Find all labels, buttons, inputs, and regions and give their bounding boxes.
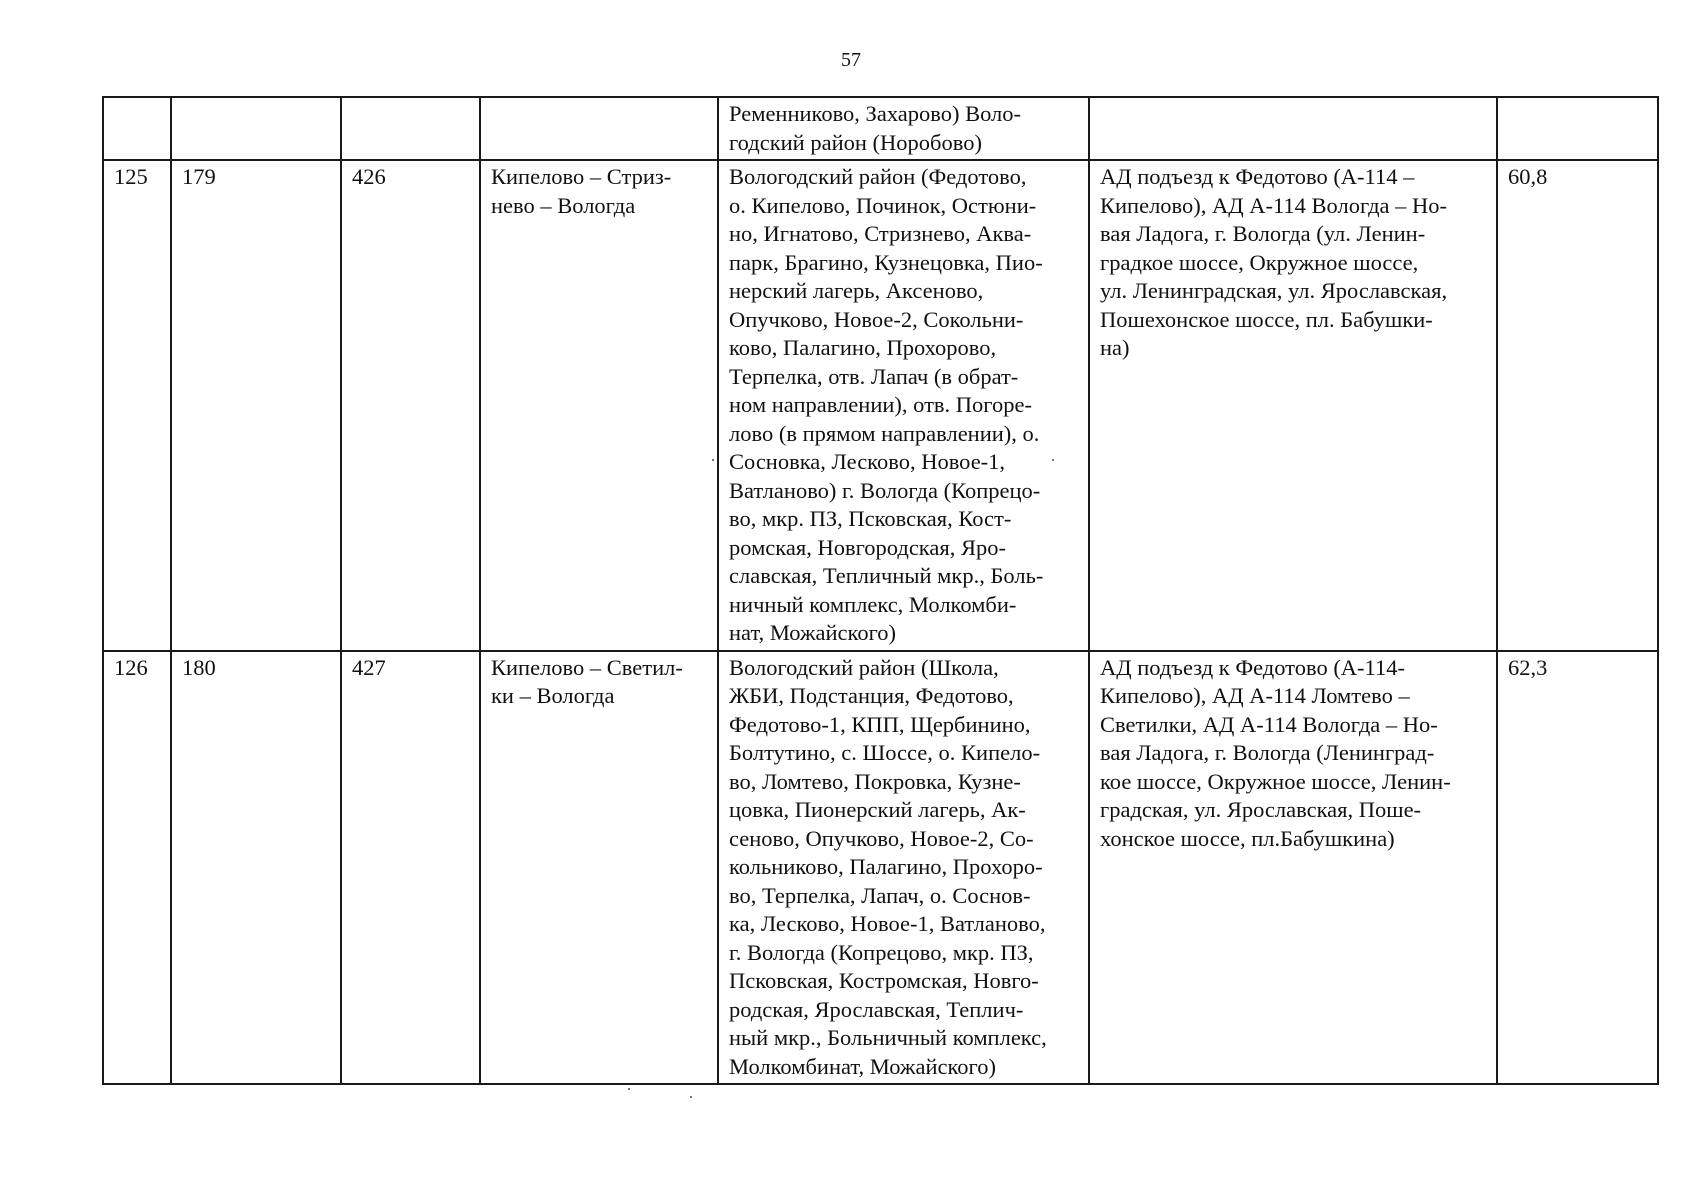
cell-no: 125 <box>103 160 171 651</box>
table-row <box>103 97 1658 160</box>
cell-reg-no: 180 <box>171 651 341 1085</box>
table-row <box>103 160 1658 651</box>
page-number: 57 <box>841 49 861 71</box>
cell-route-name <box>480 97 718 160</box>
cell-route-no: 427 <box>341 651 480 1085</box>
cell-streets: АД подъезд к Федотово (А-114- Кипелово), АД А-114 Ломтево – Светилки, АД А-114 Вологда – Но- вая Ладога, г. Вологда (Ленинград- кое шоссе, Окружное шоссе, Ленин- градская, ул. Ярославская, Поше- хонское шоссе, пл.Бабушкина) <box>1089 651 1497 1085</box>
cell-route-name: Кипелово – Светил- ки – Вологда <box>480 651 718 1085</box>
scan-speck <box>628 1088 630 1090</box>
routes-table <box>102 96 1659 1085</box>
table-row <box>103 651 1658 1085</box>
cell-stops: Вологодский район (Школа, ЖБИ, Подстанция, Федотово, Федотово-1, КПП, Щербинино, Болтутино, с. Шоссе, о. Кипело- во, Ломтево, Покровка, Кузне- цовка, Пионерский лагерь, Ак- сеново, Опучково, Новое-2, Со- кольниково, Палагино, Прохоро- во, Терпелка, Лапач, о. Соснов- ка, Лесково, Новое-1, Ватланово, г. Вологда (Копрецово, мкр. ПЗ, Псковская, Костромская, Новго- родская, Ярославская, Теплич- ный мкр., Больничный комплекс, Молкомбинат, Можайского) <box>718 651 1089 1085</box>
scan-speck <box>690 1096 692 1098</box>
cell-length: 60,8 <box>1497 160 1658 651</box>
scan-speck <box>1052 459 1054 461</box>
cell-reg-no <box>171 97 341 160</box>
scan-speck <box>712 459 714 461</box>
cell-no <box>103 97 171 160</box>
cell-stops: Вологодский район (Федотово, о. Кипелово, Починок, Остюни- но, Игнатово, Стризнево, Аква- парк, Брагино, Кузнецовка, Пио- нерский лагерь, Аксеново, Опучково, Новое-2, Сокольни- ково, Палагино, Прохорово, Терпелка, отв. Лапач (в обрат- ном направлении), отв. Погоре- лово (в прямом направлении), о. Сосновка, Лесково, Новое-1, Ватланово) г. Вологда (Копрецо- во, мкр. ПЗ, Псковская, Кост- ромская, Новгородская, Яро- славская, Тепличный мкр., Боль- ничный комплекс, Молкомби- нат, Можайского) <box>718 160 1089 651</box>
cell-streets: АД подъезд к Федотово (А-114 – Кипелово), АД А-114 Вологда – Но- вая Ладога, г. Вологда (ул. Ленин- градкое шоссе, Окружное шоссе, ул. Ленинградская, ул. Ярославская, Пошехонское шоссе, пл. Бабушки- на) <box>1089 160 1497 651</box>
cell-no: 126 <box>103 651 171 1085</box>
cell-length <box>1497 97 1658 160</box>
cell-route-no: 426 <box>341 160 480 651</box>
cell-route-no <box>341 97 480 160</box>
cell-streets <box>1089 97 1497 160</box>
cell-route-name: Кипелово – Стриз- нево – Вологда <box>480 160 718 651</box>
cell-reg-no: 179 <box>171 160 341 651</box>
cell-stops: Ременниково, Захарово) Воло- годский район (Норобово) <box>718 97 1089 160</box>
cell-length: 62,3 <box>1497 651 1658 1085</box>
